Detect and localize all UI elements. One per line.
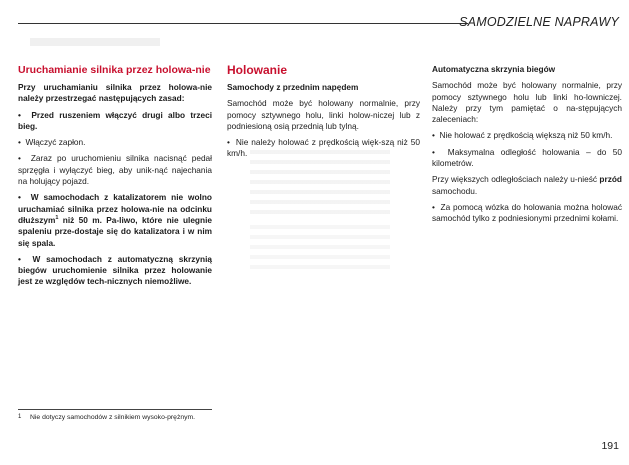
footnote-text: Nie dotyczy samochodów z silnikiem wysoko-prężnym.	[30, 414, 196, 421]
section-header-title: SAMODZIELNE NAPRAWY	[459, 15, 619, 29]
heading-towing: Holowanie	[227, 63, 288, 77]
page-number: 191	[601, 440, 619, 452]
list-item: • Włączyć zapłon.	[18, 137, 212, 148]
column-automatic	[432, 64, 622, 230]
footnote-ref: 1	[55, 215, 59, 222]
list-item: • Nie holować z prędkością większą niż 50 km/h.	[432, 130, 622, 141]
show-through-mark	[30, 38, 160, 46]
column-towing	[227, 64, 420, 165]
paragraph: Samochód może być holowany normalnie, przy pomocy sztywnego holu, linki holow-niczej lub z podniesioną osią przednią lub tylną.	[227, 98, 420, 131]
subheading-front-drive: Samochody z przednim napędem	[227, 82, 359, 92]
list-item-catalyst-warning: • W samochodach z katalizatorem nie wolno uruchamiać silnika przez holowa-nie na odcinku dłuższym$^1$ niż 50 m. Pa-liwo, które nie ulegnie spaleniu prze-dostaje się do katalizatora i w nim się spala.	[18, 192, 212, 248]
paragraph: Samochód może być holowany normalnie, przy pomocy sztywnego holu lub linki ho-lowniczej. Należy przy tym pamiętać o na-stępujących zaleceniach:	[432, 80, 622, 125]
list-item-automatic-warning: • W samochodach z automatyczną skrzynią biegów uruchomienie silnika przez holowanie jest ze względów tech-nicznych niemożliwe.	[18, 254, 212, 288]
heading-tow-start: Uruchamianie silnika przez holowa-nie	[18, 64, 211, 76]
list-item: • Przed ruszeniem włączyć drugi albo trzeci bieg.	[18, 110, 212, 133]
footnote-number: 1	[18, 414, 22, 420]
intro-paragraph: Przy uruchamianiu silnika przez holowa-nie należy przestrzegać następujących zasad:	[18, 82, 212, 104]
header-rule	[18, 23, 468, 24]
column-engine-start	[18, 64, 212, 293]
list-item: • Za pomocą wózka do holowania można holować samochód tylko z podniesionymi przednimi kołami.	[432, 202, 622, 225]
subheading-automatic-gearbox: Automatyczna skrzynia biegów	[432, 64, 556, 74]
list-item: • Nie należy holować z prędkością więk-szą niż 50 km/h.	[227, 137, 420, 160]
footnote	[18, 413, 212, 422]
list-item: • Zaraz po uruchomieniu silnika nacisnąć pedał sprzęgła i wyłączyć bieg, aby unik-nąć najechania na holujący pojazd.	[18, 153, 212, 187]
paragraph: Przy większych odległościach należy u-nieść przód samochodu.	[432, 174, 622, 196]
list-item: • Maksymalna odległość holowania – do 50 kilometrów.	[432, 147, 622, 170]
footnote-rule	[18, 409, 212, 410]
show-through-mark	[250, 225, 390, 275]
